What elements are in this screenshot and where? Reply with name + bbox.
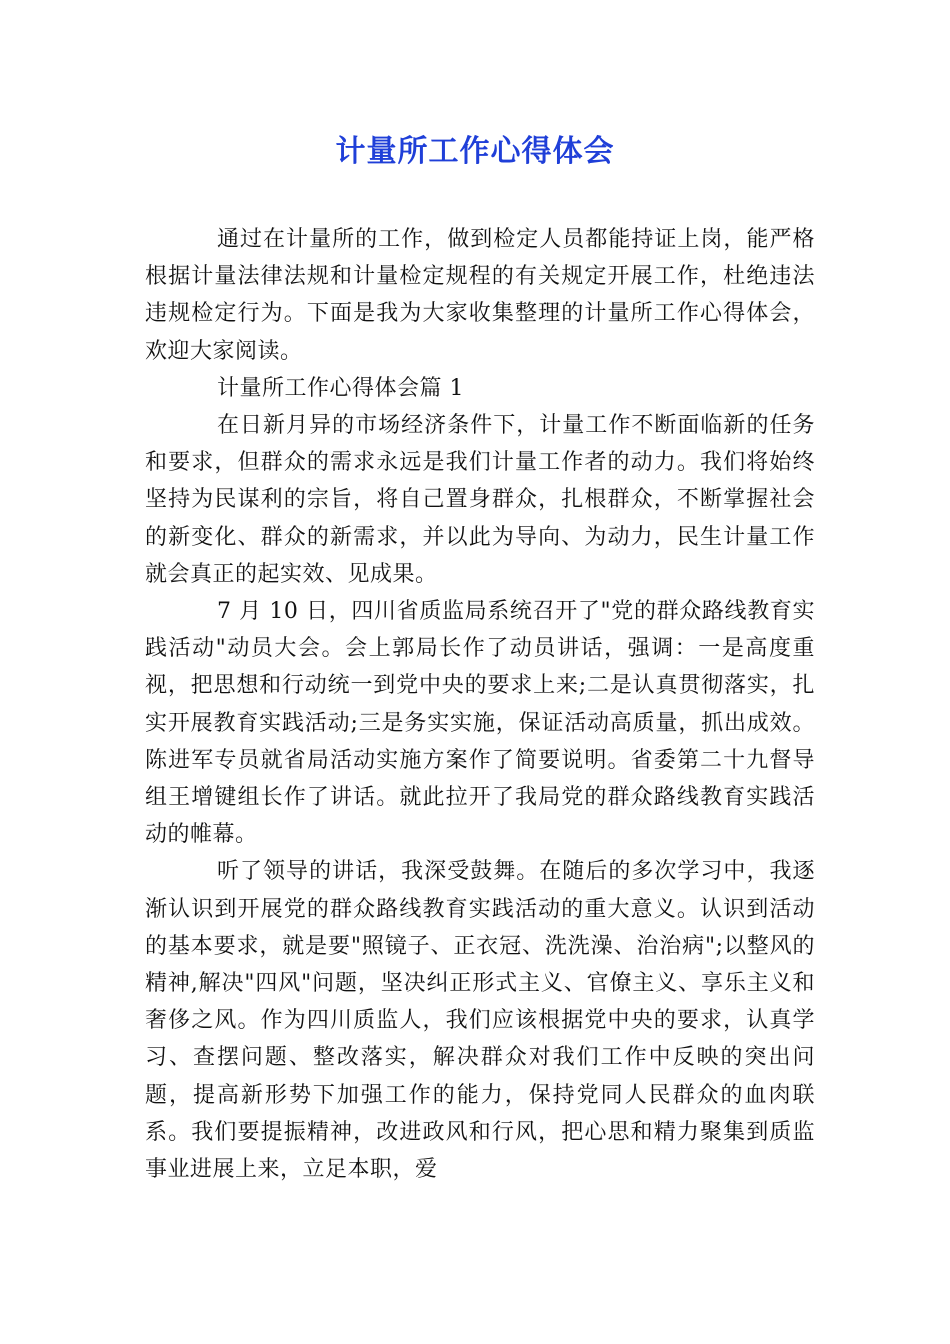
- paragraph-intro: 通过在计量所的工作，做到检定人员都能持证上岗，能严格根据计量法律法规和计量检定规程的有关规定开展工作，杜绝违法违规检定行为。下面是我为大家收集整理的计量所工作心得体会，欢迎大家阅读。: [145, 227, 815, 364]
- paragraph: 听了领导的讲话，我深受鼓舞。在随后的多次学习中，我逐渐认识到开展党的群众路线教育实践活动的重大意义。认识到活动的基本要求，就是要"照镜子、正衣冠、洗洗澡、治治病";以整风的精神,解决"四风"问题，坚决纠正形式主义、官僚主义、享乐主义和奢侈之风。作为四川质监人，我们应该根据党中央的要求，认真学习、查摆问题、整改落实，解决群众对我们工作中反映的突出问题，提高新形势下加强工作的能力，保持党同人民群众的血肉联系。我们要提振精神，改进政风和行风，把心思和精力聚集到质监事业进展上来，立足本职，爱: [145, 859, 815, 1183]
- document-title: 计量所工作心得体会: [335, 134, 615, 169]
- paragraph: 7 月 10 日，四川省质监局系统召开了"党的群众路线教育实践活动"动员大会。会上郭局长作了动员讲话，强调：一是高度重视，把思想和行动统一到党中央的要求上来;二是认真贯彻落实，扎实开展教育实践活动;三是务实实施，保证活动高质量，抓出成效。陈进军专员就省局活动实施方案作了简要说明。省委第二十九督导组王增键组长作了讲话。就此拉开了我局党的群众路线教育实践活动的帷幕。: [145, 599, 815, 848]
- section-heading: 计量所工作心得体会篇 1: [217, 375, 464, 401]
- paragraph: 在日新月异的市场经济条件下，计量工作不断面临新的任务和要求，但群众的需求永远是我们计量工作者的动力。我们将始终坚持为民谋利的宗旨，将自己置身群众，扎根群众，不断掌握社会的新变化、群众的新需求，并以此为导向、为动力，民生计量工作就会真正的起实效、见成果。: [145, 413, 815, 587]
- document-body: [145, 221, 815, 1188]
